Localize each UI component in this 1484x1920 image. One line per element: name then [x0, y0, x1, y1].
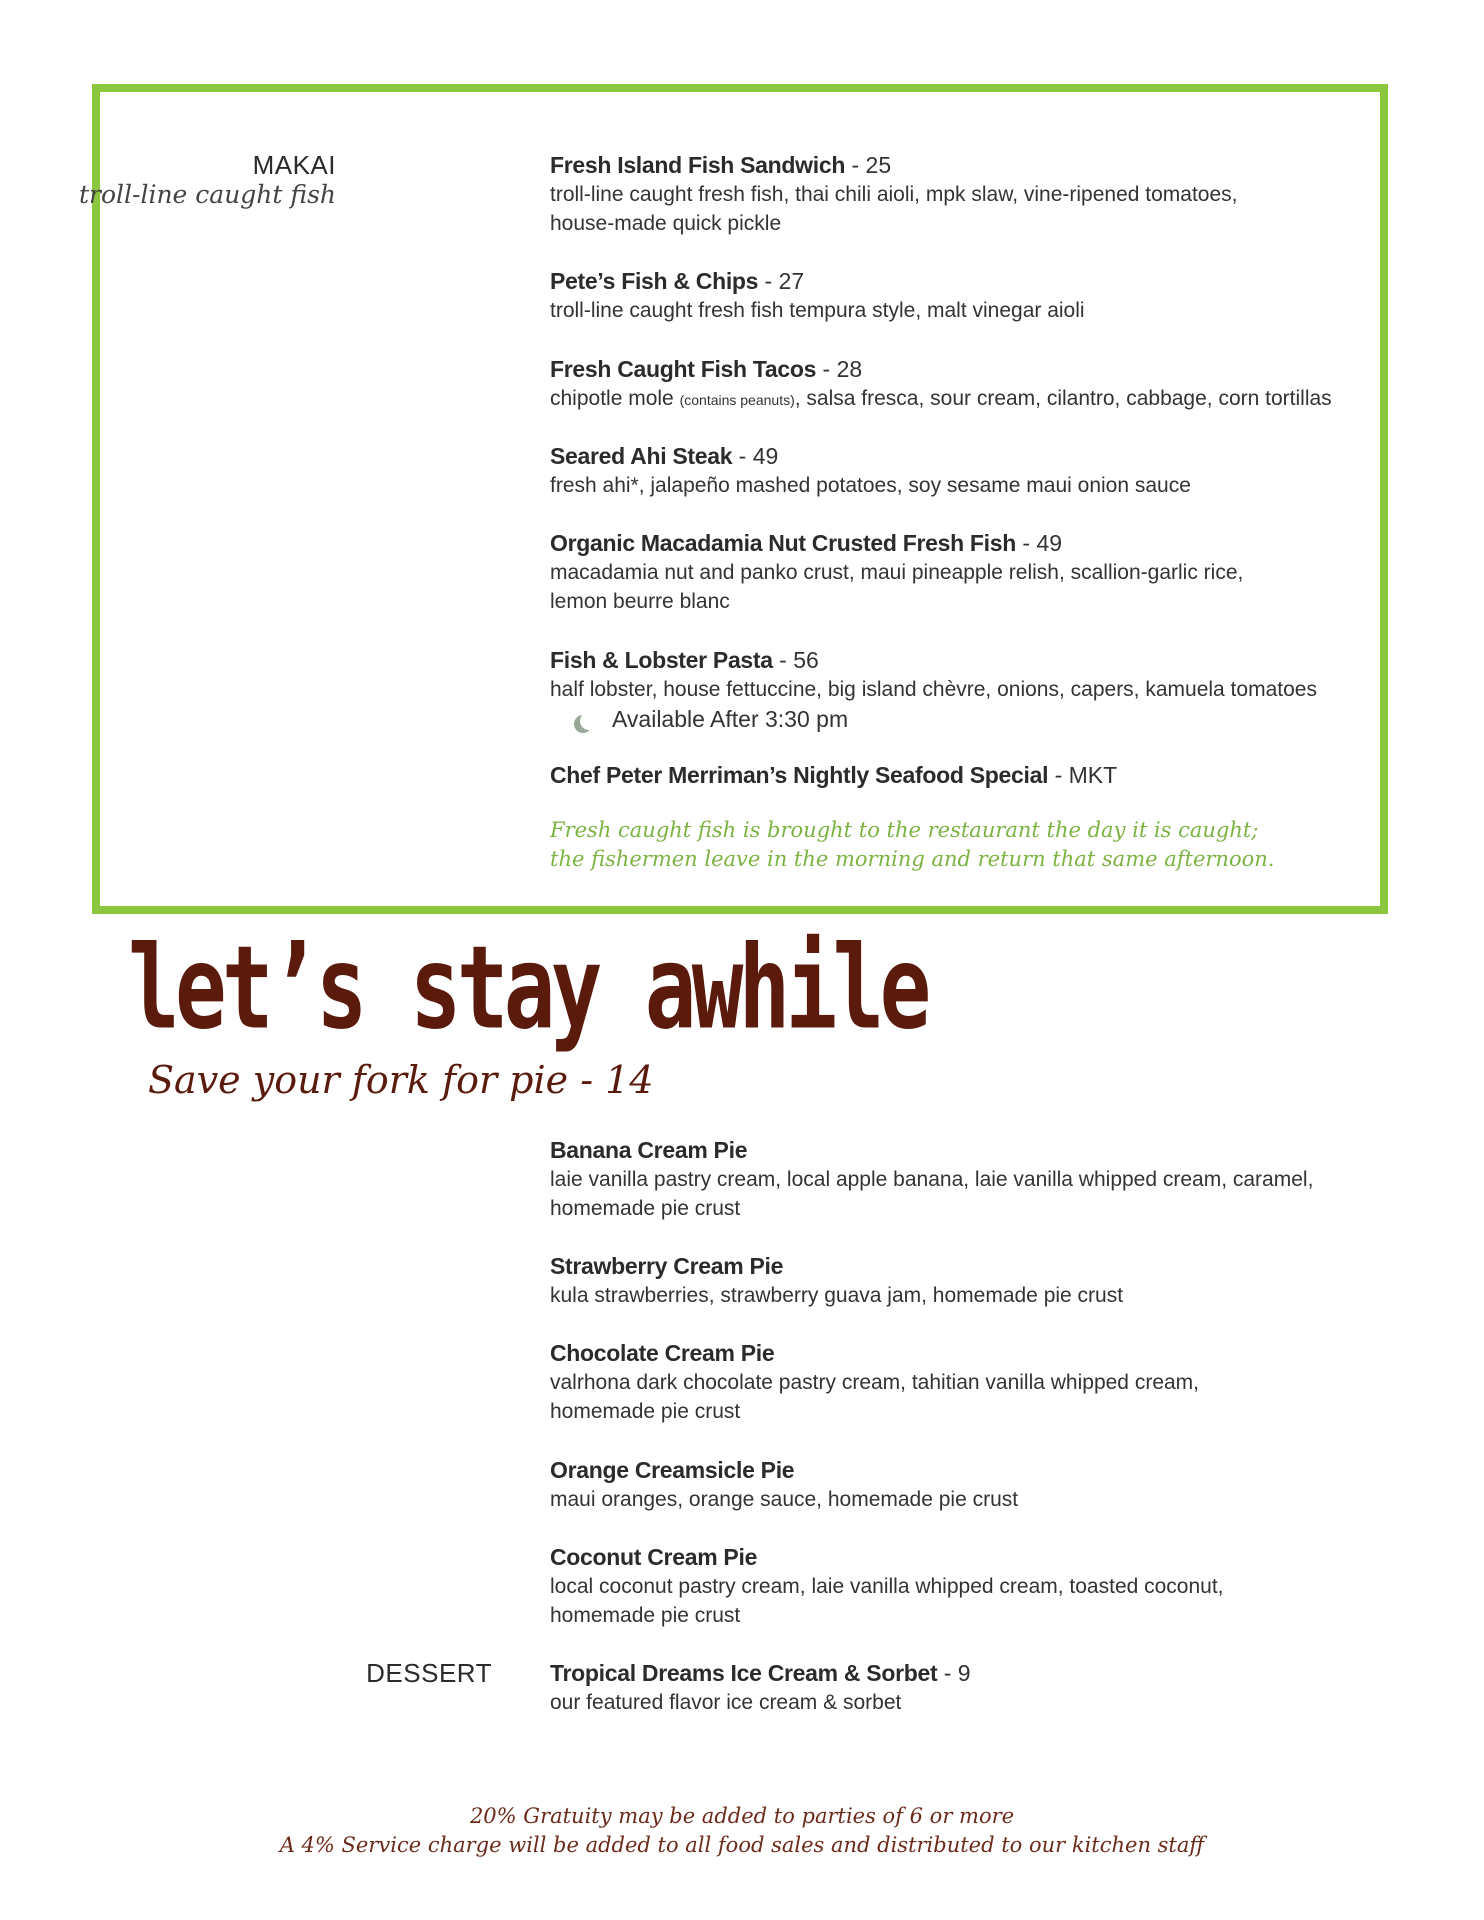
item-description: lemon beurre blanc: [550, 590, 730, 613]
item-name: Seared Ahi Steak: [550, 443, 733, 469]
item-description: homemade pie crust: [550, 1400, 741, 1423]
item-price: - 56: [772, 647, 819, 673]
item-description: troll-line caught fresh fish tempura style, malt vinegar aioli: [550, 299, 1085, 322]
menu-item: [550, 1455, 1380, 1514]
item-description: homemade pie crust: [550, 1604, 741, 1627]
item-description: our featured flavor ice cream & sorbet: [550, 1691, 902, 1714]
menu-item: [550, 354, 1380, 415]
item-name: Banana Cream Pie: [550, 1137, 748, 1163]
menu-item: [550, 528, 1380, 616]
item-name: Strawberry Cream Pie: [550, 1253, 784, 1279]
dessert-subhead: Save your fork for pie - 14: [148, 1058, 654, 1102]
item-price: - 25: [845, 152, 892, 178]
item-description: house-made quick pickle: [550, 212, 782, 235]
item-name: Orange Creamsicle Pie: [550, 1457, 795, 1483]
item-description: chipotle mole (contains peanuts), salsa fresca, sour cream, cilantro, cabbage, corn tortillas: [550, 387, 1332, 410]
dessert-headline: let’s stay awhile: [128, 920, 927, 1055]
item-name: Chef Peter Merriman’s Nightly Seafood Special: [550, 762, 1049, 788]
item-description: half lobster, house fettuccine, big island chèvre, onions, capers, kamuela tomatoes: [550, 678, 1317, 701]
section-label-makai: MAKAI: [252, 150, 336, 180]
menu-item: [550, 1658, 1380, 1717]
item-description: homemade pie crust: [550, 1197, 741, 1220]
item-description: fresh ahi*, jalapeño mashed potatoes, soy sesame maui onion sauce: [550, 474, 1191, 497]
menu-item: [550, 1542, 1380, 1630]
item-description: laie vanilla pastry cream, local apple banana, laie vanilla whipped cream, caramel,: [550, 1168, 1314, 1191]
item-name: Pete’s Fish & Chips: [550, 268, 759, 294]
menu-item: [550, 1135, 1380, 1223]
menu-item: [550, 266, 1380, 325]
item-price: - 9: [937, 1660, 971, 1686]
item-price: - 49: [1016, 530, 1063, 556]
item-description: valrhona dark chocolate pastry cream, tahitian vanilla whipped cream,: [550, 1371, 1200, 1394]
item-name: Fresh Island Fish Sandwich: [550, 152, 846, 178]
menu-item: [550, 441, 1380, 500]
item-name: Fish & Lobster Pasta: [550, 647, 773, 673]
section-subtitle-makai: troll-line caught fish: [78, 180, 336, 209]
item-description: maui oranges, orange sauce, homemade pie crust: [550, 1488, 1019, 1511]
item-name: Chocolate Cream Pie: [550, 1340, 775, 1366]
menu-item: [550, 645, 1380, 734]
item-description: macadamia nut and panko crust, maui pineapple relish, scallion-garlic rice,: [550, 561, 1244, 584]
item-price: - MKT: [1048, 762, 1118, 788]
item-name: Coconut Cream Pie: [550, 1544, 758, 1570]
menu-item: [550, 1251, 1380, 1310]
item-name: Organic Macadamia Nut Crusted Fresh Fish: [550, 530, 1017, 556]
availability-note: Available After 3:30 pm: [566, 704, 1380, 734]
menu-item: [550, 150, 1380, 238]
item-name: Tropical Dreams Ice Cream & Sorbet: [550, 1660, 938, 1686]
fresh-fish-note: Fresh caught fish is brought to the restaurant the day it is caught; the fishermen leave in the morning and return that same afternoon.: [550, 818, 1275, 871]
item-description: troll-line caught fresh fish, thai chili aioli, mpk slaw, vine-ripened tomatoes,: [550, 183, 1238, 206]
section-label-dessert: DESSERT: [366, 1658, 492, 1688]
menu-item: [550, 760, 1380, 790]
menu-item: [550, 1338, 1380, 1426]
item-description: kula strawberries, strawberry guava jam, homemade pie crust: [550, 1284, 1124, 1307]
item-price: - 49: [732, 443, 779, 469]
moon-icon: [580, 712, 598, 730]
gratuity-note: 20% Gratuity may be added to parties of 6 or more: [469, 1804, 1015, 1828]
item-description: local coconut pastry cream, laie vanilla whipped cream, toasted coconut,: [550, 1575, 1224, 1598]
item-price: - 28: [816, 356, 863, 382]
item-name: Fresh Caught Fish Tacos: [550, 356, 817, 382]
allergen-note: (contains peanuts): [679, 392, 795, 408]
service-charge-note: A 4% Service charge will be added to all food sales and distributed to our kitchen staff: [279, 1833, 1205, 1857]
item-price: - 27: [758, 268, 805, 294]
